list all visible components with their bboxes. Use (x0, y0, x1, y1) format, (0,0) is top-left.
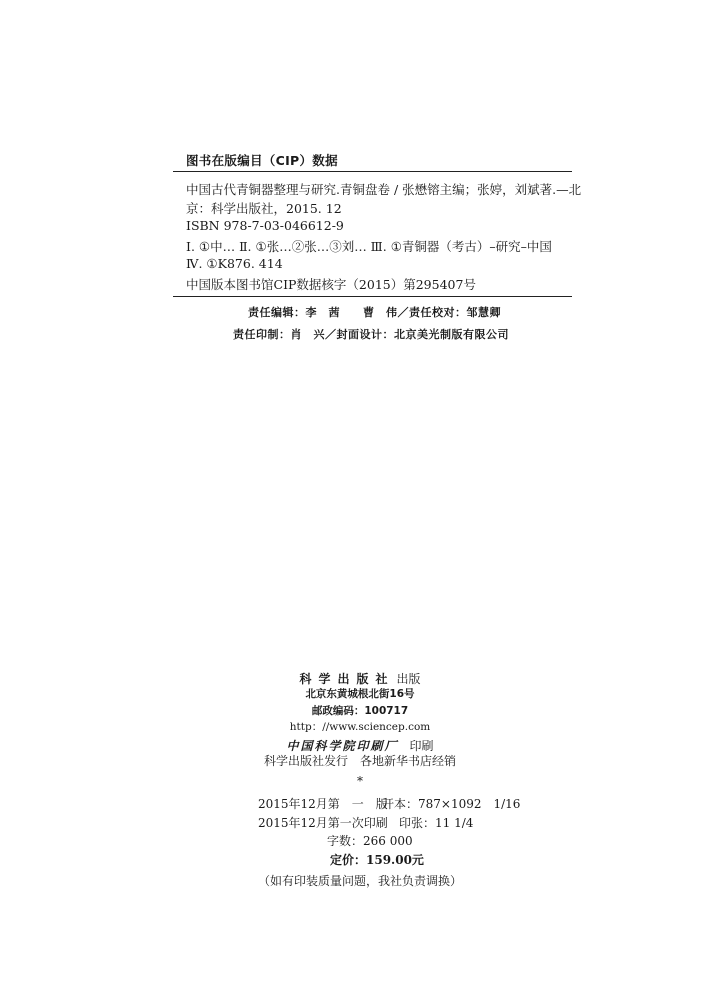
printer-name: 中国科学院印刷厂 (286, 739, 399, 753)
publisher-suffix: 出版 (396, 672, 421, 686)
postcode: 邮政编码：100717 (311, 705, 409, 717)
format-size: 开本：787×1092 1/16 (382, 797, 521, 811)
edition-date: 2015年12月第 一 版 (258, 797, 388, 811)
cip-title-line: 中国古代青铜器整理与研究.青铜盘卷 / 张懋镕主编；张婷，刘斌著.—北 (186, 182, 582, 197)
cip-bottom-rule (173, 296, 572, 297)
printing-date: 2015年12月第一次印刷 (258, 816, 388, 830)
publisher-address: 北京东黄城根北街16号 (305, 688, 415, 700)
printing-staff-line: 责任印制：肖 兴／封面设计：北京美光制版有限公司 (233, 328, 509, 341)
separator-star: * (357, 774, 363, 788)
publisher-line (0, 668, 720, 687)
sheet-count: 印张：11 1/4 (399, 816, 474, 830)
distribution-line: 科学出版社发行 各地新华书店经销 (263, 754, 456, 768)
cip-top-rule (173, 171, 572, 172)
printer-suffix: 印刷 (409, 739, 434, 753)
website: http：//www.sciencep.com (289, 721, 431, 733)
price: 定价：159.00元 (330, 853, 424, 867)
cip-publisher-line: 京：科学出版社，2015. 12 (186, 201, 342, 216)
cip-record-number: 中国版本图书馆CIP数据核字（2015）第295407号 (186, 277, 476, 292)
cip-classification-line: Ⅳ. ①K876. 414 (186, 256, 283, 271)
cip-subject-line: Ⅰ. ①中… Ⅱ. ①张…②张…③刘… Ⅲ. ①青铜器（考古）–研究–中国 (186, 239, 552, 254)
cip-isbn-line: ISBN 978-7-03-046612-9 (186, 218, 344, 233)
quality-notice: （如有印装质量问题，我社负责调换） (257, 874, 462, 888)
editors-line: 责任编辑：李 茜 曹 伟／责任校对：邹慧卿 (248, 306, 501, 319)
publisher-name: 科学出版社 (299, 672, 395, 686)
word-count: 字数：266 000 (327, 834, 413, 848)
cip-header: 图书在版编目（CIP）数据 (186, 153, 338, 168)
